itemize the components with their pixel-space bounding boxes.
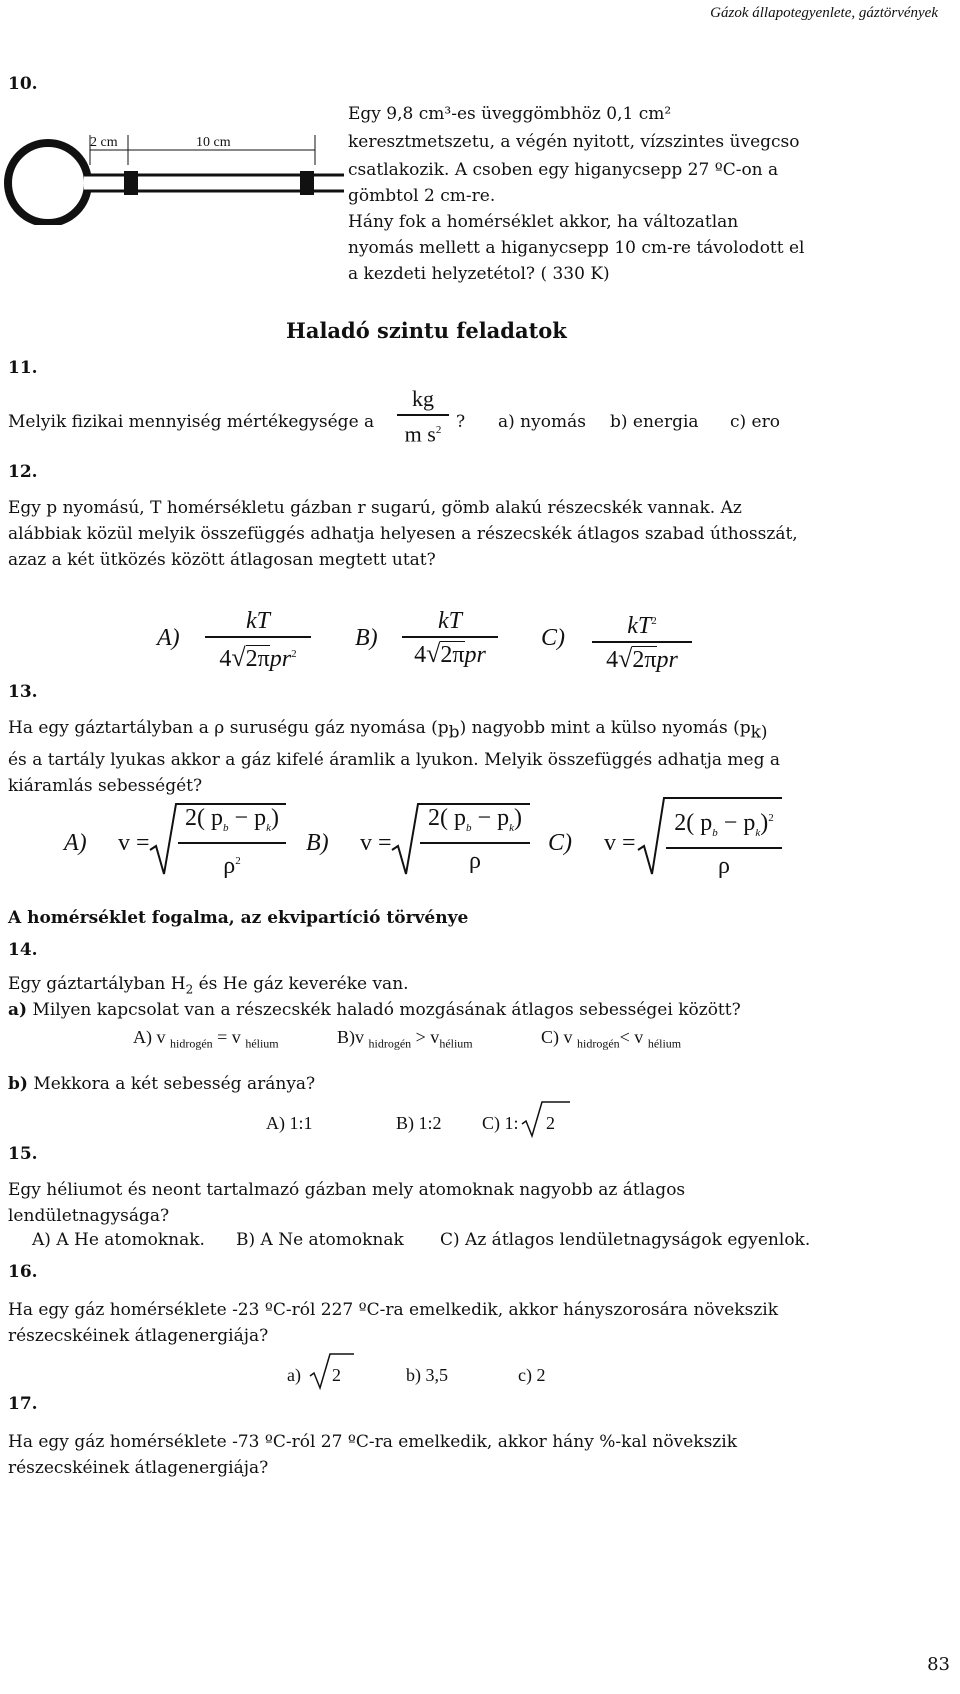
q11-text: Melyik fizikai mennyiség mértékegysége a <box>8 412 375 432</box>
q15-option-c: C) Az átlagos lendületnagyságok egyenlok. <box>440 1230 811 1250</box>
q13-sub-k: k) <box>750 722 768 743</box>
formula-coefficient: 4 <box>219 646 232 672</box>
question-number-13: 13. <box>8 682 38 702</box>
q14-b-option-c: C) 1: <box>482 1113 519 1133</box>
q14-intro-text: Egy gáztartályban H <box>8 974 186 994</box>
q12-option-b-formula: kT 4√2πpr <box>402 606 498 671</box>
q10-line-2: keresztmetszetu, a végén nyitott, vízszintes üvegcso <box>348 132 800 152</box>
q13-option-c-formula <box>666 804 782 883</box>
q12-option-c-formula: $kT^2$ 4√2πpr <box>592 606 692 676</box>
formula-close: ) <box>270 805 279 831</box>
q14-intro-sub: 2 <box>185 982 194 997</box>
q14-b-text: Mekkora a két sebesség aránya? <box>27 1074 316 1094</box>
formula-radicand: 2π <box>632 647 657 673</box>
q10-line-3: csatlakozik. A csoben egy higanycsepp 27 ºC-on a <box>348 160 779 180</box>
q15-option-b: B) A Ne atomoknak <box>236 1230 404 1250</box>
q11-option-b: b) energia <box>610 412 699 432</box>
q14-b-option-b: B) 1:2 <box>396 1113 442 1133</box>
option-prefix: C) v <box>541 1027 577 1047</box>
option-sub1: hidrogén <box>577 1036 620 1051</box>
q10-line-4: gömbtol 2 cm-re. <box>348 186 496 206</box>
q11-option-a: a) nyomás <box>498 412 586 432</box>
q12-line-3: azaz a két ütközés között átlagosan megtett utat? <box>8 550 436 570</box>
q15-option-a: A) A He atomoknak. <box>32 1230 205 1250</box>
q13-option-a-label: A) <box>64 830 87 856</box>
q13-option-a-formula <box>178 804 286 883</box>
formula-radicand: 2π <box>245 646 270 672</box>
q12-option-a-label: A) <box>157 625 180 651</box>
formula-variable: pr <box>464 642 486 668</box>
formula-denominator: ρ <box>718 852 730 879</box>
q10-line-6: nyomás mellett a higanycsepp 10 cm-re távolodott el <box>348 238 805 258</box>
q13-line-3: kiáramlás sebességét? <box>8 776 203 796</box>
thermometer-figure <box>0 125 345 225</box>
q11-question-mark: ? <box>456 412 466 432</box>
q16-a-radicand: 2 <box>332 1365 341 1385</box>
question-number-12: 12. <box>8 462 38 482</box>
formula-sub-b: b <box>223 821 229 834</box>
q14-b-label: b) <box>8 1074 28 1094</box>
q10-line-1: Egy 9,8 cm³-es üveggömbhöz 0,1 cm² <box>348 104 672 124</box>
formula-radicand: 2π <box>440 642 465 668</box>
q13-option-c-label: C) <box>548 830 572 856</box>
option-prefix: A) v <box>133 1027 166 1047</box>
mercury-drop-start <box>124 171 138 195</box>
formula-denominator: ρ <box>223 852 236 879</box>
formula-numerator: kT <box>246 608 270 634</box>
q14-b-radicand: 2 <box>546 1113 555 1133</box>
q12-line-1: Egy p nyomású, T homérsékletu gázban r sugarú, gömb alakú részecskék vannak. Az <box>8 498 742 518</box>
question-number-17: 17. <box>8 1394 38 1414</box>
q13-option-b-label: B) <box>306 830 329 856</box>
formula-numerator: 2( p <box>674 810 713 836</box>
q12-option-a-formula: kT 4√2πpr$^2$ <box>205 606 311 675</box>
q13-option-a-lhs: v = <box>118 830 150 856</box>
q14-intro <box>8 974 409 997</box>
formula-numerator: 2( p <box>185 805 224 831</box>
formula-close: ) <box>513 805 522 831</box>
option-operator: < v <box>619 1027 648 1047</box>
option-sub1: hidrogén <box>368 1036 412 1051</box>
label-2cm: 2 cm <box>90 135 118 150</box>
formula-coefficient: 4 <box>414 642 427 668</box>
q13-line-2: és a tartály lyukas akkor a gáz kifelé áramlik a lyukon. Melyik összefüggés adhatja meg a <box>8 750 781 770</box>
q13-sub-b: b <box>448 722 460 743</box>
question-number-11: 11. <box>8 358 38 378</box>
q17-line-2: részecskéinek átlagenergiája? <box>8 1458 269 1478</box>
q12-option-b-label: B) <box>355 625 378 651</box>
formula-sub-b: b <box>466 821 472 834</box>
formula-exponent: 2 <box>291 648 297 660</box>
section-title-temperature: A homérséklet fogalma, az ekvipartíció törvénye <box>8 908 469 928</box>
q10-line-7: a kezdeti helyzetétol? ( 330 K) <box>348 264 610 284</box>
formula-sub-k: k <box>509 821 514 834</box>
question-number-14: 14. <box>8 940 38 960</box>
q13-line-1 <box>8 718 768 744</box>
running-title: Gázok állapotegyenlete, gáztörvények <box>710 5 938 21</box>
formula-sub-k: k <box>266 821 271 834</box>
q14-a-option-b <box>337 1026 473 1052</box>
q10-line-5: Hány fok a homérséklet akkor, ha változatlan <box>348 212 739 232</box>
q15-line-1: Egy héliumot és neont tartalmazó gázban mely atomoknak nagyobb az átlagos <box>8 1180 686 1200</box>
q14-part-a <box>8 1000 741 1021</box>
option-sub1: hidrogén <box>170 1036 213 1051</box>
q12-option-c-label: C) <box>541 625 565 651</box>
unit-numerator: kg <box>412 386 434 411</box>
formula-coefficient: 4 <box>606 647 619 673</box>
q13-option-c-lhs: v = <box>604 830 636 856</box>
q14-intro-rest: és He gáz keveréke van. <box>193 974 409 994</box>
option-operator: > v <box>411 1027 440 1047</box>
page-number: 83 <box>927 1654 950 1675</box>
formula-exponent: 2 <box>651 615 657 627</box>
label-10cm: 10 cm <box>196 135 231 150</box>
formula-variable: pr <box>656 647 678 673</box>
unit-exponent: 2 <box>435 424 442 436</box>
option-sub2: hélium <box>245 1036 279 1051</box>
q13-option-b-formula <box>420 804 530 878</box>
formula-numerator: kT <box>438 608 462 634</box>
formula-numerator: kT <box>627 613 652 639</box>
q11-option-c: c) ero <box>730 412 780 432</box>
formula-denominator: ρ <box>469 847 481 874</box>
option-sub2: hélium <box>647 1036 682 1051</box>
unit-denominator: m s <box>404 421 436 447</box>
question-number-10: 10. <box>8 74 38 94</box>
glass-bulb <box>8 143 88 223</box>
q14-part-b <box>8 1074 315 1095</box>
option-prefix: B)v <box>337 1027 369 1047</box>
q17-line-1: Ha egy gáz homérséklete -73 ºC-ról 27 ºC-ra emelkedik, akkor hány %-kal növekszik <box>8 1432 737 1452</box>
formula-sub-k: k <box>755 826 761 839</box>
question-number-16: 16. <box>8 1262 38 1282</box>
q13-option-b-lhs: v = <box>360 830 392 856</box>
option-sub2: hélium <box>439 1036 473 1051</box>
formula-minus: − p <box>234 805 267 831</box>
question-number-15: 15. <box>8 1144 38 1164</box>
q16-option-a: a) <box>287 1365 301 1385</box>
formula-close: ) <box>760 810 769 836</box>
q14-a-label: a) <box>8 1000 28 1020</box>
q13-line-1-text2: ) nagyobb mint a külso nyomás (p <box>459 718 751 738</box>
q12-line-2: alábbiak közül melyik összefüggés adhatja helyesen a részecskék átlagos szabad úthosszát, <box>8 524 798 544</box>
q16-line-2: részecskéinek átlagenergiája? <box>8 1326 269 1346</box>
section-title-advanced: Haladó szintu feladatok <box>286 318 567 343</box>
q13-line-1-text: Ha egy gáztartályban a ρ suruségu gáz nyomása (p <box>8 718 449 738</box>
formula-numerator: 2( p <box>428 805 467 831</box>
formula-exponent: 2 <box>235 854 241 867</box>
q14-b-option-a: A) 1:1 <box>266 1113 313 1133</box>
formula-variable: pr <box>269 646 292 672</box>
formula-minus: − p <box>477 805 510 831</box>
q14-a-text: Milyen kapcsolat van a részecskék haladó mozgásának átlagos sebességei között? <box>27 1000 741 1020</box>
q11-unit-fraction <box>397 384 449 448</box>
q14-a-option-c <box>541 1026 681 1052</box>
q16-option-c: c) 2 <box>518 1365 546 1385</box>
option-operator: = v <box>212 1027 246 1047</box>
mercury-drop-end <box>300 171 314 195</box>
q15-line-2: lendületnagysága? <box>8 1206 170 1226</box>
q14-a-option-a <box>133 1026 279 1052</box>
q16-option-b: b) 3,5 <box>406 1365 448 1385</box>
formula-minus: − p <box>723 810 756 836</box>
q16-line-1: Ha egy gáz homérséklete -23 ºC-ról 227 ºC-ra emelkedik, akkor hányszorosára növekszik <box>8 1300 779 1320</box>
formula-exponent: 2 <box>768 812 774 824</box>
formula-sub-b: b <box>712 826 718 839</box>
